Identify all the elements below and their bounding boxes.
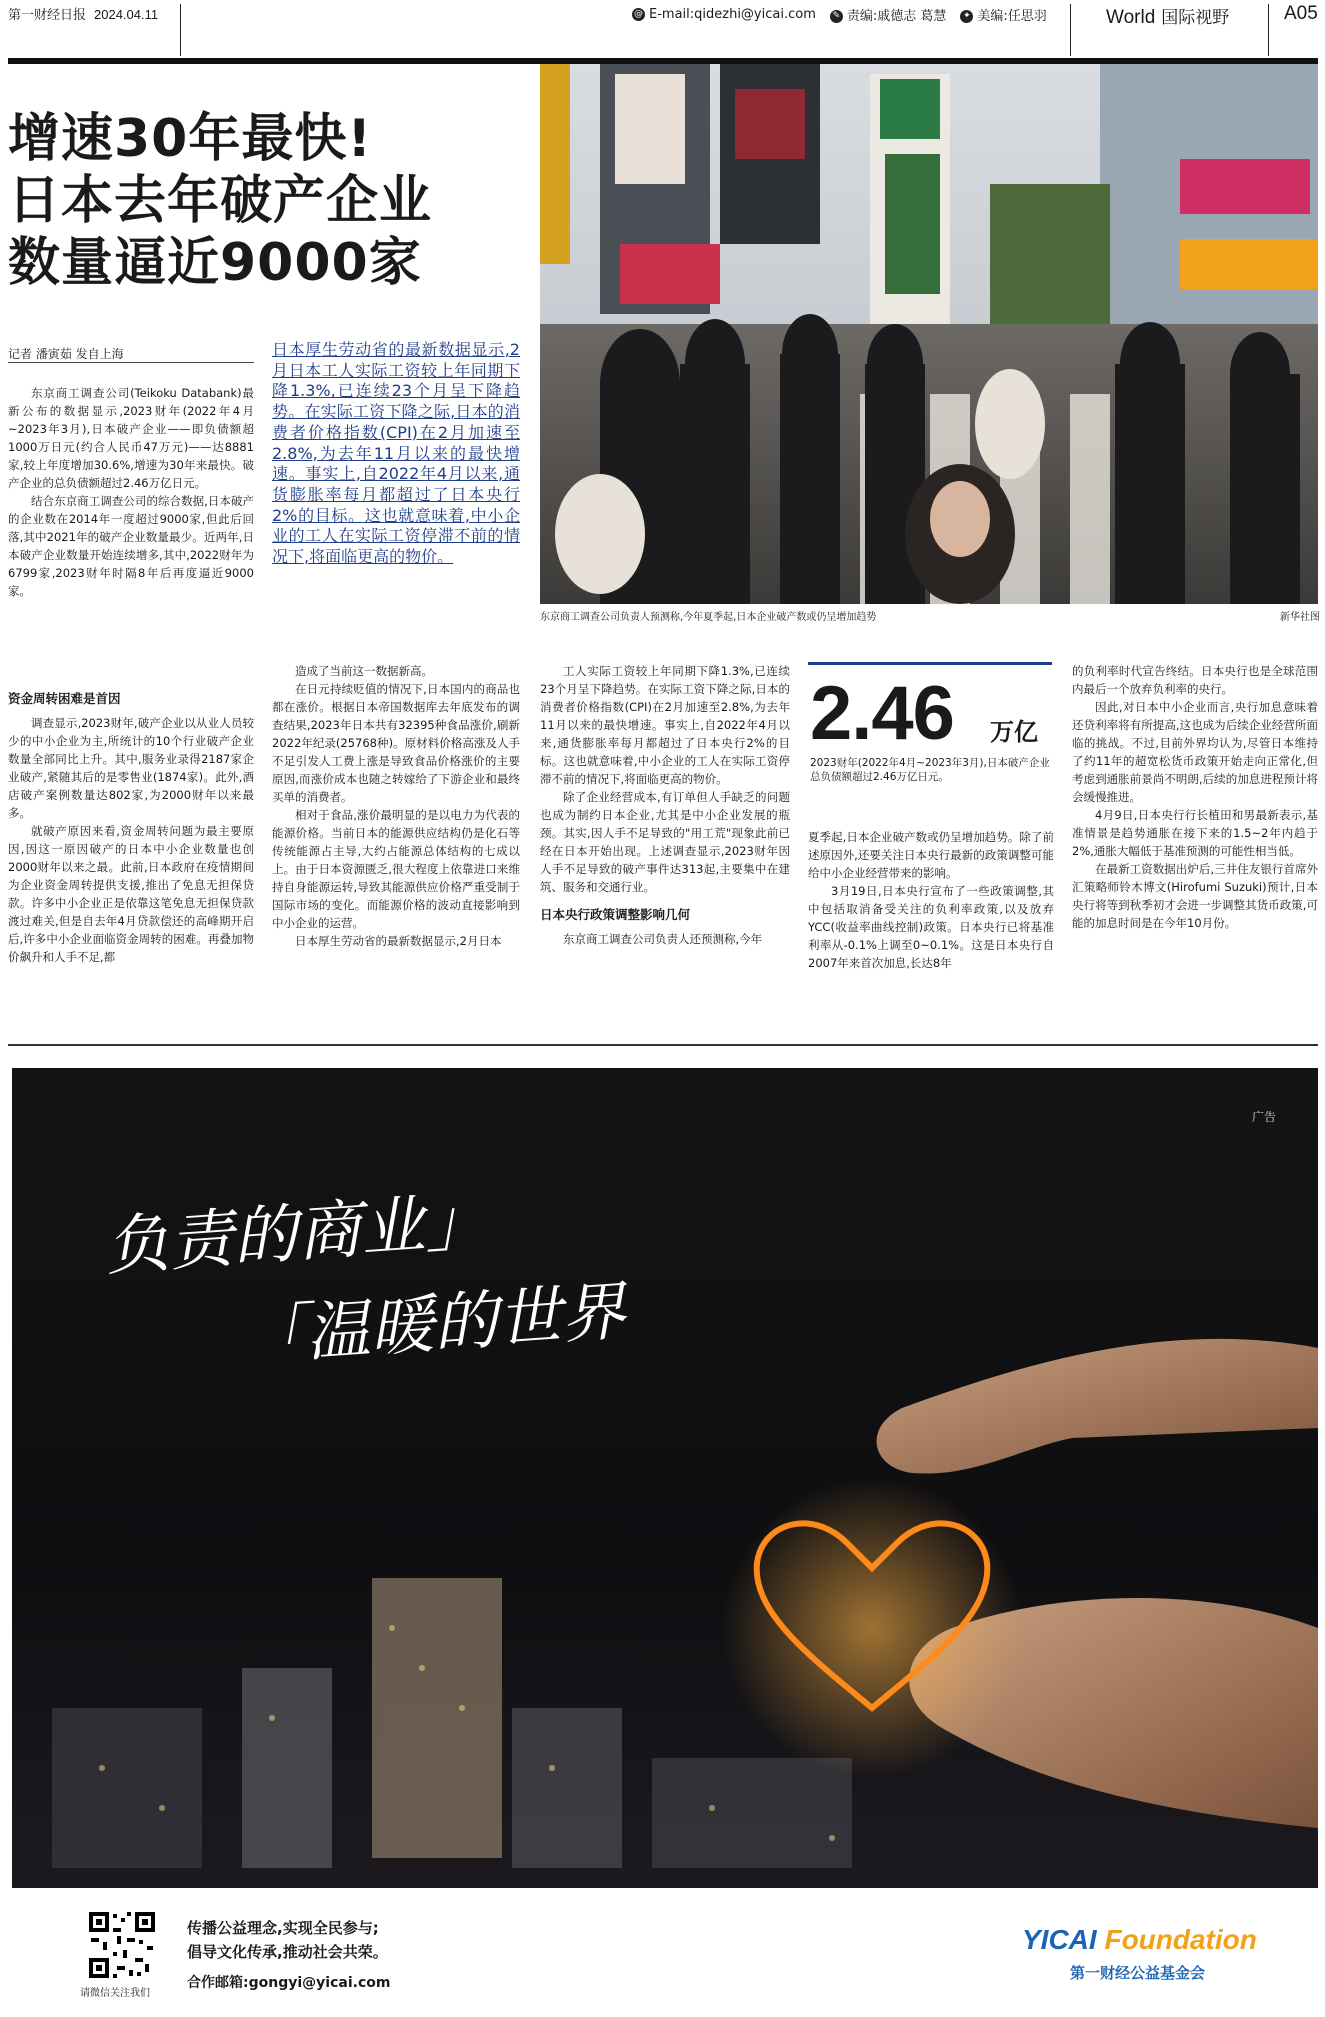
subheading: 资金周转困难是首因	[8, 691, 121, 706]
section-en: World	[1106, 7, 1156, 28]
article-column-1b	[8, 680, 254, 966]
logo-part: YICAI	[1022, 1924, 1097, 1955]
article-column-4	[808, 828, 1054, 972]
paragraph: 造成了当前这一数据新高。	[295, 664, 433, 678]
designer-text: 美编:任思羽	[977, 9, 1047, 24]
brush-icon: ✦	[960, 10, 973, 23]
header-divider	[1070, 4, 1071, 56]
photo-credit: 新华社图	[1280, 612, 1320, 623]
page-header	[0, 0, 1325, 62]
issue-date: 2024.04.11	[94, 7, 159, 22]
ad-email[interactable]: 合作邮箱:gongyi@yicai.com	[187, 1975, 391, 1991]
paragraph: 在日元持续贬值的情况下,日本国内的商品也都在涨价。根据日本帝国数据库去年底发布的调查结果,2023年日本共有32395种食品涨价,刷新2022年纪录(25768种)。原材料价格高涨及人手不足引发人工费上涨是导致食品价格涨价的主要原因,而涨价成本也随之转嫁给了下游企业和最终买单的消费者。	[272, 682, 520, 804]
page-number: A05	[1284, 3, 1318, 24]
ad-image	[12, 1068, 1318, 1888]
paragraph: 东京商工调查公司负责人还预测称,今年	[563, 932, 763, 946]
qr-code-icon[interactable]	[87, 1910, 157, 1980]
ad-text-line: 传播公益理念,实现全民参与;	[187, 1919, 379, 1937]
yicai-foundation-logo	[1022, 1924, 1257, 1956]
paper-name: 第一财经日报	[8, 8, 87, 23]
ad-text-line: 倡导文化传承,推动社会共荣。	[187, 1943, 388, 1961]
article-column-5	[1072, 662, 1318, 932]
editors-text: 责编:戚德志 葛慧	[846, 9, 947, 24]
headline-line: 日本去年破产企业	[8, 171, 433, 231]
header-divider	[180, 4, 181, 56]
pen-icon: ✎	[830, 10, 843, 23]
paragraph: 结合东京商工调查公司的综合数据,日本破产的企业数在2014年一度超过9000家,但此后回落,其中2021年的破产企业数量最少。近两年,日本破产企业数量开始连续增多,其中,2022财年为6799家,2023财年时隔8年后再度逼近9000家。	[8, 494, 254, 598]
headline-line: 数量逼近9000家	[8, 233, 422, 293]
stat-rule	[808, 662, 1052, 665]
paragraph: 的负利率时代宣告终结。日本央行也是全球范围内最后一个放弃负利率的央行。	[1072, 664, 1318, 696]
section-cn: 国际视野	[1161, 8, 1230, 27]
photo-caption: 东京商工调查公司负责人预测称,今年夏季起,日本企业破产数或仍呈增加趋势	[540, 612, 877, 623]
subheading: 日本央行政策调整影响几何	[540, 907, 691, 922]
email-link[interactable]: E-mail:qidezhi@yicai.com	[649, 7, 816, 22]
ad-slogan	[102, 1162, 629, 1397]
headline	[8, 108, 528, 294]
byline-rule	[8, 362, 254, 363]
paragraph: 因此,对日本中小企业而言,央行加息意味着还贷利率将有所提高,这也成为后续企业经营所面临的挑战。不过,目前外界均认为,尽管日本维持了约11年的超宽松货币政策开始走向正常化,但考虑到通胀前景尚不明朗,后续的加息进程预计将会缓慢推进。	[1072, 700, 1318, 804]
ad-text	[187, 1916, 388, 1964]
byline: 记者 潘寅茹 发自上海	[8, 347, 124, 361]
pull-quote-text: 日本厚生劳动省的最新数据显示,2月日本工人实际工资较上年同期下降1.3%,已连续23个月呈下降趋势。在实际工资下降之际,日本的消费者价格指数(CPI)在2月加速至2.8%,为去年11月以来的最快增速。事实上,自2022年4月以来,通货膨胀率每月都超过了日本央行2%的目标。这也就意味着,中小企业的工人在实际工资停滞不前的情况下,将面临更高的物价。	[272, 340, 520, 567]
email-icon: @	[634, 9, 643, 19]
news-photo	[540, 64, 1318, 604]
ad-footer	[12, 1888, 1318, 2003]
stat-note: 2023财年(2022年4月~2023年3月),日本破产企业总负债额超过2.46万亿日元。	[810, 757, 1050, 783]
stat-unit: 万亿	[990, 718, 1038, 746]
ad-label: 广告	[1251, 1110, 1276, 1124]
slogan-line: 负责的商业」	[102, 1184, 492, 1285]
article-column-1	[8, 384, 254, 600]
editor-credit	[830, 5, 947, 24]
email-credit	[632, 7, 816, 22]
logo-part: Foundation	[1096, 1924, 1257, 1955]
paragraph: 东京商工调查公司(Teikoku Databank)最新公布的数据显示,2023财年(2022年4月~2023年3月),日本破产企业——即负债额超1000万日元(约合人民币47万元)——达8881家,较上年度增加30.6%,增速为30年来最快。破产企业的总负债额超过2.46万亿日元。	[8, 386, 254, 490]
masthead	[8, 4, 158, 23]
paragraph: 调查显示,2023财年,破产企业以从业人员较少的中小企业为主,所统计的10个行业破产企业数量全部同比上升。其中,服务业录得2187家企业破产,紧随其后的是零售业(1874家)。此外,酒店破产案例数量达802家,为2000财年以来最多。	[8, 716, 254, 820]
designer-credit	[960, 5, 1046, 24]
article-column-2	[272, 662, 520, 950]
headline-line: 增速30年最快!	[8, 109, 373, 169]
advertisement	[12, 1068, 1318, 2003]
paragraph: 4月9日,日本央行行长植田和男最新表示,基准情景是趋势通胀在接下来的1.5~2年内趋于2%,通胀大幅低于基准预测的可能性相当低。	[1072, 808, 1318, 858]
section-separator	[8, 1044, 1318, 1046]
section-name	[1106, 3, 1229, 29]
paragraph: 相对于食品,涨价最明显的是以电力为代表的能源价格。当前日本的能源供应结构仍是化石等传统能源占主导,大约占能源总体结构的七成以上。由于日本资源匮乏,很大程度上依靠进口来维持自身能源运转,导致其能源供应价格严重受制于国际市场的变化。而能源价格的波动直接影响到中小企业的运营。	[272, 808, 520, 930]
header-divider	[1268, 4, 1269, 56]
crowd-photo-illustration	[540, 64, 1318, 604]
paragraph: 在最新工资数据出炉后,三井住友银行首席外汇策略师铃木博文(Hirofumi Suzuki)预计,日本央行将等到秋季初才会进一步调整其货币政策,可能的加息时间是在今年10月份。	[1072, 862, 1318, 930]
paragraph: 除了企业经营成本,有订单但人手缺乏的问题也成为制约日本企业,尤其是中小企业发展的瓶颈。其实,因人手不足导致的"用工荒"现象此前已经在日本开始出现。上述调查显示,2023财年因人手不足导致的破产事件达313起,主要集中在建筑、服务和交通行业。	[540, 790, 790, 894]
paragraph: 夏季起,日本企业破产数或仍呈增加趋势。除了前述原因外,还要关注日本央行最新的政策调整可能给中小企业经营带来的影响。	[808, 830, 1054, 880]
paragraph: 就破产原因来看,资金周转问题为最主要原因,因这一原因破产的日本中小企业数量也创2000财年以来之最。此前,日本政府在疫情期间为企业资金周转提供支援,推出了免息无担保贷款。许多中小企业正是依靠这笔免息无担保贷款渡过难关,但是自去年4月贷款偿还的高峰期开启后,许多中小企业面临资金周转的困难。再叠加物价飙升和人手不足,都	[8, 824, 254, 964]
slogan-line: 「温暖的世界	[239, 1274, 628, 1376]
article-column-3	[540, 662, 790, 948]
paragraph: 3月19日,日本央行宣布了一些政策调整,其中包括取消备受关注的负利率政策,以及放弃YCC(收益率曲线控制)政策。日本央行已将基准利率从-0.1%上调至0~0.1%。这是日本央行自2007年来首次加息,长达8年	[808, 884, 1054, 970]
paragraph: 日本厚生劳动省的最新数据显示,2月日本	[295, 934, 502, 948]
header-credits	[632, 5, 1047, 24]
stat-number: 2.46	[810, 671, 954, 756]
paragraph: 工人实际工资较上年同期下降1.3%,已连续23个月呈下降趋势。在实际工资下降之际,日本的消费者价格指数(CPI)在2月加速至2.8%,为去年11月以来的最快增速。事实上,自2022年4月以来,通货膨胀率每月都超过了日本央行2%的目标。这也就意味着,中小企业的工人在实际工资停滞不前的情况下,将面临更高的物价。	[540, 664, 790, 786]
logo-cn: 第一财经公益基金会	[1070, 1964, 1206, 1982]
qr-caption: 请微信关注我们	[80, 1988, 150, 1999]
pull-quote	[272, 340, 520, 568]
